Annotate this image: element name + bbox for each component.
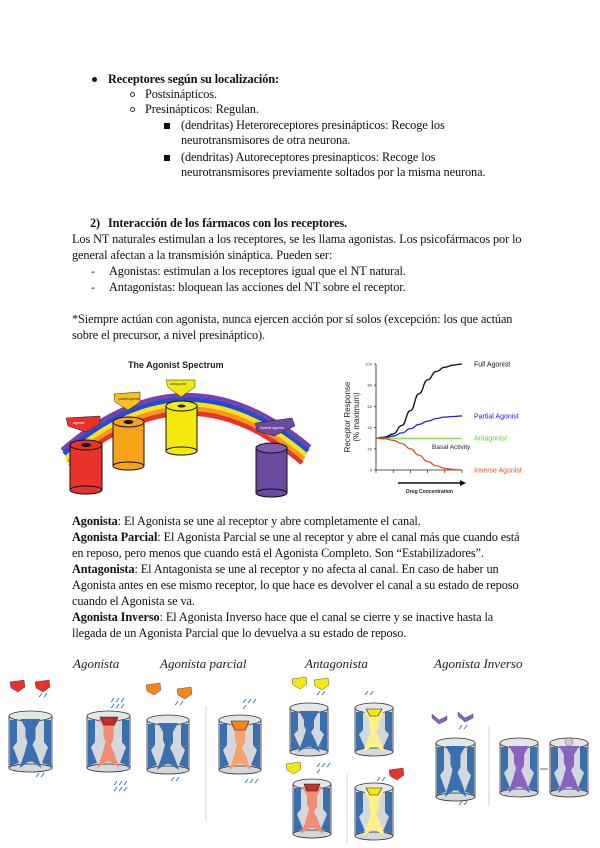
svg-text:partial agonist: partial agonist xyxy=(118,397,140,401)
dash-item: Agonistas: estimulan a los receptores igual que el NT natural. xyxy=(109,264,406,278)
dash-bullet: - xyxy=(91,264,95,278)
figure-title: The Agonist Spectrum xyxy=(128,360,224,370)
caption-inverse-agonist: Agonista Inverso xyxy=(434,656,523,671)
term: Agonista Parcial xyxy=(72,530,158,544)
antagonist-ligand-icon xyxy=(286,762,301,774)
dash-bullet: - xyxy=(91,280,95,294)
y-tick-label: 40 xyxy=(367,425,372,431)
bullet-icon xyxy=(92,77,97,82)
ion-flow-icon xyxy=(175,701,183,705)
y-axis-label: Receptor Response(% maximum) xyxy=(343,381,361,453)
note-line: sobre el precursor, a nivel presináptico). xyxy=(72,328,266,342)
bound-ligand-icon xyxy=(565,738,573,746)
definition-agonist xyxy=(72,514,421,529)
dash-item: Antagonistas: bloquean las acciones del NT sobre el receptor. xyxy=(109,280,406,294)
ion-flow-icon xyxy=(459,725,467,729)
chart-legend xyxy=(474,362,522,475)
definition-text: : El Agonista Inverso hace que el canal se cierre y se inactive hasta la xyxy=(159,610,494,624)
definition-text: : El Antagonista se une al receptor y no afecta al canal. En caso de haber un xyxy=(134,562,499,576)
agonist-spectrum-figure xyxy=(60,352,325,502)
closed-channel xyxy=(290,703,328,756)
agonist-cylinder xyxy=(70,440,102,494)
inverse-agonist-ligand-icon xyxy=(432,714,447,724)
term: Agonista xyxy=(72,514,118,528)
ion-flow-icon xyxy=(243,699,256,709)
bullet-circle-icon xyxy=(130,92,135,97)
inverse-agonist-ligand-icon xyxy=(458,712,473,722)
agonist-ligand-icon xyxy=(389,768,404,780)
ion-flow-icon xyxy=(317,763,330,773)
ion-flow-icon xyxy=(245,779,258,783)
definition-text: : El Agonista se une al receptor y abre completamente el canal. xyxy=(117,514,421,528)
ion-flow-icon xyxy=(377,777,385,781)
agonist-ligand-icon xyxy=(10,680,25,692)
inverse-agonist-cylinder xyxy=(256,443,287,497)
svg-text:antagonist: antagonist xyxy=(170,382,187,386)
partial-agonist-ligand-icon xyxy=(177,687,192,699)
inactive-channel xyxy=(500,738,538,797)
closed-channel xyxy=(9,711,52,772)
legend-label: Partial Agonist xyxy=(474,413,519,421)
basal-activity-annotation: Basal Activity xyxy=(432,444,471,452)
arrow-head-icon xyxy=(460,480,466,486)
dose-response-chart xyxy=(334,354,574,499)
antagonist-cylinder xyxy=(166,401,197,455)
antagonist-ligand-icon xyxy=(314,678,329,690)
chart-axes xyxy=(374,364,466,486)
sub-list-item-cont: neurotransmisores previamente soltados por la misma neurona. xyxy=(181,165,486,179)
ion-flow-icon xyxy=(111,698,124,708)
sub-list-item-cont: neurotransmisores de otra neurona. xyxy=(181,133,351,147)
agonist-ligand-icon xyxy=(35,680,50,692)
legend-label: Full Agonist xyxy=(474,361,511,369)
definition-text: : El Agonista Parcial se une al receptor y abre el canal más que cuando está xyxy=(157,530,520,544)
ion-flow-icon xyxy=(114,781,127,791)
y-tick-label: 100 xyxy=(365,361,372,367)
list-item: Postsinápticos. xyxy=(145,87,217,101)
inactive-channel xyxy=(550,738,588,797)
bound-agonist-icon xyxy=(304,784,320,791)
definition-text: Agonista antes en ese mismo receptor, lo que hace es devolver el canal a su estado de reposo xyxy=(72,578,519,592)
y-tick-label: 0 xyxy=(369,467,372,473)
caption-agonist: Agonista xyxy=(73,656,120,671)
term: Agonista Inverso xyxy=(72,610,160,624)
closed-channel xyxy=(436,738,475,801)
sub-list-item: (dendritas) Autoreceptores presinapticos: Recoge los xyxy=(181,150,436,164)
bullet-square-icon xyxy=(164,155,170,161)
bullet-square-icon xyxy=(164,123,170,129)
series-line xyxy=(376,438,462,470)
term: Antagonista xyxy=(72,562,135,576)
partial-agonist-cylinder xyxy=(113,417,144,470)
list-item: Presinápticos: Regulan. xyxy=(145,102,259,116)
legend-label: Inverse Agonist xyxy=(474,467,522,475)
sub-list-item: (dendritas) Heteroreceptores presinápticos: Recoge los xyxy=(181,118,445,132)
section-heading: Receptores según su localización: xyxy=(108,72,280,86)
y-tick-labels xyxy=(365,362,372,473)
caption-antagonist: Antagonista xyxy=(305,656,368,671)
channel-illustrations xyxy=(0,676,600,848)
partial-agonist-ligand-icon xyxy=(146,683,161,695)
y-tick-label: 80 xyxy=(367,382,372,388)
y-tick-label: 60 xyxy=(367,403,372,409)
section-heading: Interacción de los fármacos con los receptores. xyxy=(108,216,348,230)
series-line xyxy=(376,364,462,438)
definition-inverse-agonist xyxy=(72,610,493,625)
ion-flow-icon xyxy=(365,691,373,695)
definition-antagonist xyxy=(72,562,499,577)
ion-flow-icon xyxy=(459,801,467,805)
ion-flow-icon xyxy=(317,691,325,695)
definition-text: llegada de un Agonista Parcial que lo devuelva a su estado de reposo. xyxy=(72,626,407,640)
y-tick-label: 20 xyxy=(367,446,372,452)
closed-channel xyxy=(147,715,189,774)
svg-text:agonist: agonist xyxy=(73,421,85,425)
bullet-circle-icon xyxy=(130,107,135,112)
ion-flow-icon xyxy=(39,693,47,697)
x-axis-label: Drug Concentration xyxy=(406,489,453,495)
antagonist-ligand-icon xyxy=(292,677,307,689)
definition-text: cuando el Agonista se va. xyxy=(72,594,195,608)
chart-series xyxy=(376,364,462,470)
note-line: *Siempre actúan con agonista, nunca ejercen acción por sí solos (excepción: los que actúan xyxy=(72,312,513,326)
svg-text:inverse agonist: inverse agonist xyxy=(260,426,284,430)
legend-label: Antagonist xyxy=(474,435,508,443)
definition-text: en reposo, pero menos que cuando está el Agonista Completo. Son “Estabilizadores”. xyxy=(72,546,484,560)
paragraph-line: general afectan a la transmisión sináptica. Pueden ser: xyxy=(72,248,333,262)
definition-partial-agonist xyxy=(72,530,519,545)
ion-flow-icon xyxy=(171,777,179,781)
caption-partial-agonist: Agonista parcial xyxy=(160,656,247,671)
paragraph-line: Los NT naturales estimulan a los receptores, se les llama agonistas. Los psicofármacos por lo xyxy=(72,232,522,246)
section-number: 2) xyxy=(90,216,101,230)
ion-flow-icon xyxy=(36,773,44,777)
